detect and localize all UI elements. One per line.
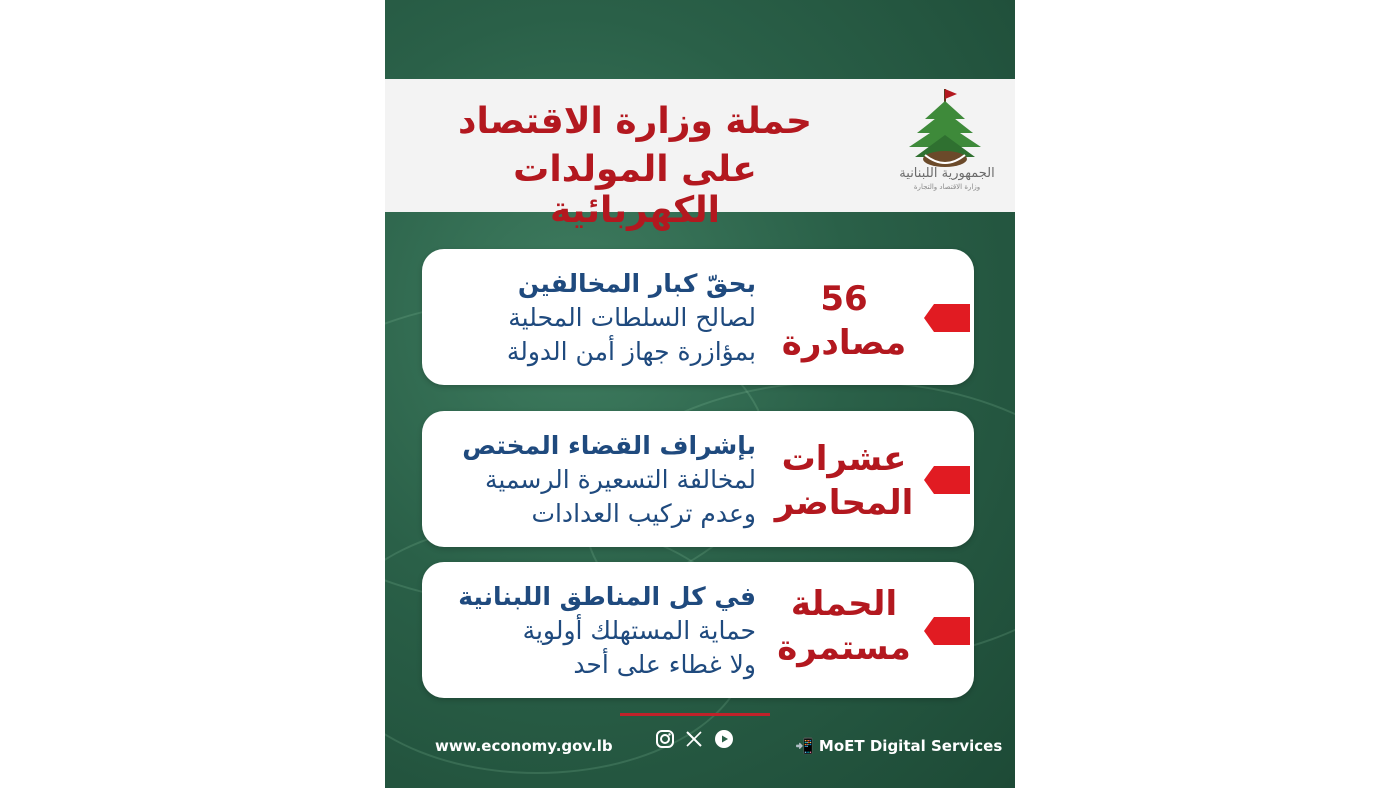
stat-number: عشرات [781,439,907,479]
stat-label: مصادرة [781,323,907,363]
divider [620,713,770,716]
red-arrow-icon [924,304,970,332]
card-line-2: لصالح السلطات المحلية [508,303,756,332]
info-card-campaign [422,562,974,698]
website-url[interactable]: www.economy.gov.lb [435,737,613,755]
title-line-2: على المولدات الكهربائية [513,149,757,231]
instagram-icon[interactable] [655,729,675,749]
card-line-1: بإشراف القضاء المختص [462,431,756,460]
card-line-2: لمخالفة التسعيرة الرسمية [485,465,756,494]
phone-tap-icon: 📲 [795,737,814,755]
stat-number: الحملة [790,584,898,624]
logo-subtext: وزارة الاقتصاد والتجارة [913,183,981,191]
card-line-3: وعدم تركيب العدادات [531,499,756,528]
logo-text: الجمهورية اللبنانية [899,166,995,181]
youtube-icon[interactable] [714,729,734,749]
card-line-3: بمؤازرة جهاز أمن الدولة [506,337,756,366]
red-arrow-icon [924,617,970,645]
red-arrow-icon [924,466,970,494]
stat-number: 56 [820,279,868,319]
brand-label [795,737,1002,755]
card-line-3: ولا غطاء على أحد [573,650,756,679]
info-card-reports [422,411,974,547]
poster [385,0,1015,788]
card-line-1: بحقّ كبار المخالفين [517,269,756,298]
info-card-confiscations [422,249,974,385]
stat-label: مستمرة [777,628,911,668]
x-icon[interactable] [684,729,704,749]
card-line-2: حماية المستهلك أولوية [522,616,756,645]
brand-text: MoET Digital Services [818,737,1003,755]
stat-label: المحاضر [774,483,914,523]
header-banner [385,79,1015,231]
card-line-1: في كل المناطق اللبنانية [458,582,756,611]
title-line-1: حملة وزارة الاقتصاد [458,101,812,142]
